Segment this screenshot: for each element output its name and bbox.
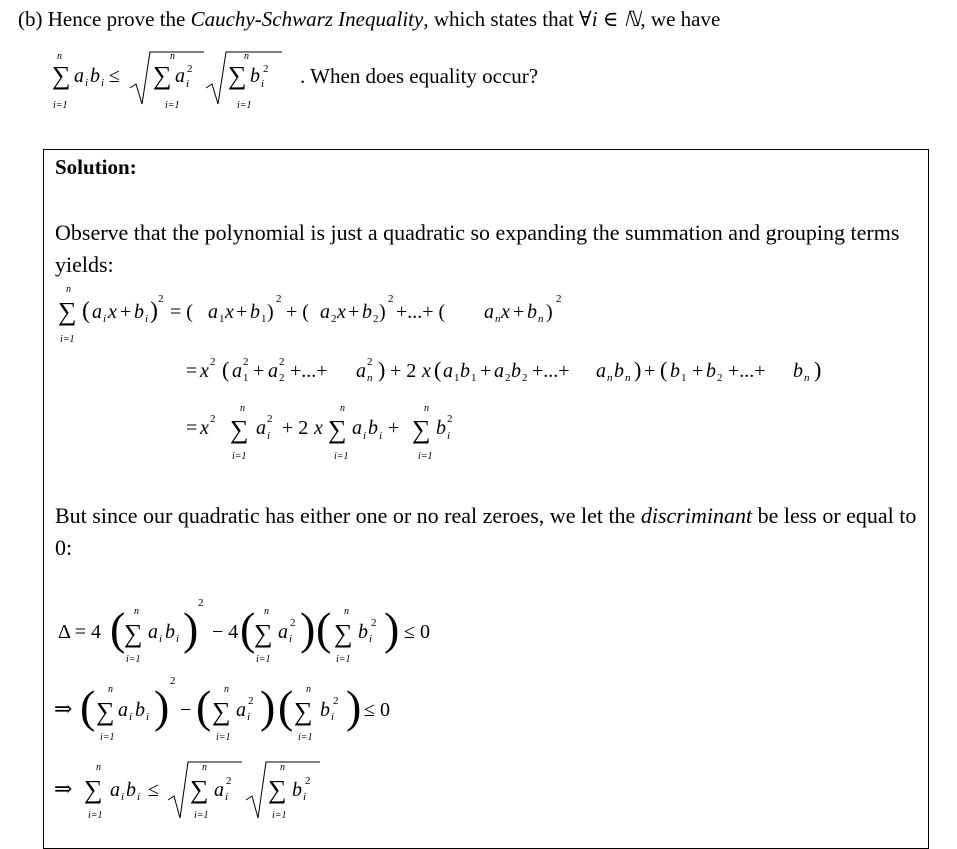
svg-text:i=1: i=1 (216, 732, 231, 743)
svg-text:): ) (378, 357, 386, 382)
svg-text:): ) (260, 681, 276, 732)
svg-text:a: a (175, 65, 185, 87)
svg-text:+: + (388, 417, 400, 439)
svg-text:i: i (146, 711, 150, 723)
svg-text:∑: ∑ (96, 697, 115, 726)
svg-text:i=1: i=1 (100, 732, 115, 743)
svg-text:b: b (320, 699, 330, 721)
svg-text:i: i (331, 711, 335, 723)
svg-text:2: 2 (248, 695, 254, 707)
svg-text:i: i (103, 313, 107, 325)
svg-text:+...+: +...+ (728, 360, 766, 382)
svg-text:+ 2: + 2 (282, 417, 309, 439)
svg-text:2: 2 (263, 63, 269, 75)
svg-text:∑: ∑ (412, 415, 431, 444)
solution-paragraph-1 (55, 217, 923, 281)
svg-text:∑: ∑ (228, 61, 247, 90)
svg-text:2: 2 (226, 775, 232, 787)
svg-text:b: b (165, 621, 175, 643)
question-followup: . When does equality occur? (300, 64, 539, 88)
svg-text:n: n (66, 284, 71, 295)
svg-text:⇒: ⇒ (54, 776, 73, 801)
svg-text:): ) (634, 357, 642, 382)
svg-text:Δ = 4: Δ = 4 (58, 621, 102, 643)
svg-text:+: + (253, 360, 265, 382)
svg-text:): ) (267, 301, 274, 323)
svg-text:n: n (306, 684, 311, 695)
svg-text:b: b (706, 360, 716, 382)
svg-text:∑: ∑ (124, 619, 143, 648)
svg-text:i=1: i=1 (418, 451, 433, 462)
svg-text:i: i (225, 791, 229, 803)
theorem-name: Cauchy-Schwarz Inequality (190, 7, 424, 31)
svg-text:x: x (501, 301, 510, 323)
svg-text:+: + (513, 301, 525, 323)
svg-text:i: i (101, 77, 105, 89)
svg-text:∑: ∑ (84, 775, 103, 804)
svg-text:2: 2 (373, 313, 379, 325)
svg-text:x: x (337, 301, 346, 323)
svg-text:∑: ∑ (58, 297, 77, 326)
svg-text:a: a (596, 360, 606, 382)
svg-text:+: + (480, 360, 492, 382)
svg-text:i: i (447, 430, 451, 442)
para2-discriminant: discriminant (640, 503, 753, 528)
svg-text:2: 2 (371, 617, 377, 629)
svg-text:2: 2 (158, 293, 164, 305)
svg-text:a: a (232, 360, 242, 382)
svg-text:≤ 0: ≤ 0 (364, 699, 390, 721)
svg-text:x: x (422, 360, 431, 382)
svg-text:n: n (340, 403, 345, 414)
svg-text:b: b (614, 360, 624, 382)
svg-text:=: = (186, 360, 198, 382)
svg-text:2: 2 (210, 413, 216, 425)
svg-text:i=1: i=1 (336, 654, 351, 665)
svg-text:n: n (495, 313, 501, 325)
svg-text:(: ( (240, 603, 256, 654)
svg-text:i: i (176, 633, 180, 645)
svg-text:i=1: i=1 (232, 451, 247, 462)
svg-text:): ) (300, 603, 316, 654)
svg-text:≤: ≤ (109, 65, 120, 87)
svg-text:b: b (670, 360, 680, 382)
expansion-equations (50, 282, 910, 462)
para2-after: be less or equal to 0: (55, 503, 917, 560)
svg-text:n: n (134, 606, 139, 617)
svg-text:b: b (90, 65, 100, 87)
svg-text:i: i (145, 313, 149, 325)
svg-text:⇒: ⇒ (54, 696, 73, 721)
svg-text:i: i (261, 78, 265, 90)
svg-text:= (: = ( (170, 301, 193, 323)
svg-text:a: a (236, 699, 246, 721)
svg-text:i: i (363, 430, 367, 442)
svg-text:n: n (424, 403, 429, 414)
svg-text:2: 2 (170, 675, 176, 687)
svg-text:i=1: i=1 (237, 100, 252, 111)
svg-text:i=1: i=1 (298, 732, 313, 743)
svg-text:i=1: i=1 (165, 100, 180, 111)
svg-text:i=1: i=1 (334, 451, 349, 462)
svg-text:i: i (85, 77, 89, 89)
svg-text:(: ( (434, 357, 442, 382)
svg-text:b: b (134, 301, 144, 323)
svg-text:n: n (96, 762, 101, 773)
svg-text:n: n (344, 606, 349, 617)
svg-text:b: b (292, 779, 302, 801)
svg-text:2: 2 (279, 356, 285, 368)
svg-text:x: x (200, 360, 209, 382)
svg-text:+: + (644, 360, 656, 382)
svg-text:a: a (110, 779, 120, 801)
svg-text:a: a (320, 301, 330, 323)
svg-text:i: i (159, 633, 163, 645)
svg-text:i=1: i=1 (194, 810, 209, 821)
svg-text:=: = (186, 417, 198, 439)
svg-text:): ) (183, 603, 199, 654)
svg-text:a: a (494, 360, 504, 382)
question-text-end: , we have (640, 7, 721, 31)
question-line (18, 7, 720, 31)
svg-text:i: i (289, 633, 293, 645)
svg-text:b: b (126, 779, 136, 801)
svg-text:n: n (240, 403, 245, 414)
svg-text:): ) (384, 603, 400, 654)
svg-text:n: n (538, 313, 544, 325)
svg-text:n: n (244, 51, 249, 62)
svg-text:+ 2: + 2 (390, 360, 417, 382)
svg-text:∑: ∑ (334, 619, 353, 648)
svg-text:): ) (150, 298, 158, 324)
para2-before: But since our quadratic has either one or no real zeroes, we let the (55, 503, 636, 528)
svg-text:2: 2 (279, 372, 285, 384)
svg-text:n: n (607, 372, 613, 384)
svg-text:b: b (358, 621, 368, 643)
svg-text:a: a (92, 301, 102, 323)
svg-text:2: 2 (305, 775, 311, 787)
svg-text:2: 2 (187, 63, 193, 75)
svg-text:(: ( (222, 357, 230, 382)
svg-text:(: ( (660, 357, 668, 382)
svg-text:i: i (137, 791, 141, 803)
svg-text:1: 1 (261, 313, 267, 325)
svg-text:+: + (692, 360, 704, 382)
svg-text:2: 2 (556, 293, 562, 305)
svg-text:+ (: + ( (286, 301, 309, 323)
svg-text:): ) (379, 301, 386, 323)
svg-text:b: b (250, 65, 260, 87)
svg-text:a: a (256, 417, 266, 439)
svg-text:2: 2 (267, 413, 273, 425)
svg-text:b: b (362, 301, 372, 323)
svg-text:a: a (148, 621, 158, 643)
svg-text:b: b (436, 417, 446, 439)
svg-text:(: ( (316, 603, 332, 654)
svg-text:+: + (236, 301, 248, 323)
svg-text:i: i (121, 791, 125, 803)
question-text-before: Hence prove the (47, 7, 186, 31)
svg-text:i: i (267, 430, 271, 442)
svg-text:∑: ∑ (268, 775, 287, 804)
svg-text:(: ( (82, 298, 90, 324)
svg-text:− 4: − 4 (212, 621, 239, 643)
svg-text:≤ 0: ≤ 0 (404, 621, 430, 643)
svg-text:i: i (379, 430, 383, 442)
svg-text:2: 2 (331, 313, 337, 325)
svg-text:(: ( (80, 681, 96, 732)
svg-text:b: b (793, 360, 803, 382)
svg-text:∑: ∑ (230, 415, 249, 444)
svg-text:x: x (200, 417, 209, 439)
svg-text:i=1: i=1 (53, 100, 68, 111)
svg-text:b: b (368, 417, 378, 439)
svg-text:i=1: i=1 (60, 334, 75, 345)
svg-text:2: 2 (333, 695, 339, 707)
svg-text:1: 1 (219, 313, 225, 325)
svg-text:n: n (108, 684, 113, 695)
svg-text:n: n (264, 606, 269, 617)
svg-text:i: i (247, 711, 251, 723)
svg-text:b: b (135, 699, 145, 721)
svg-text:n: n (804, 372, 810, 384)
svg-text:a: a (278, 621, 288, 643)
svg-text:∑: ∑ (254, 619, 273, 648)
svg-text:+...+: +...+ (532, 360, 570, 382)
svg-text:(: ( (110, 603, 126, 654)
svg-text:b: b (511, 360, 521, 382)
svg-text:2: 2 (717, 372, 723, 384)
svg-text:b: b (527, 301, 537, 323)
svg-text:2: 2 (210, 356, 216, 368)
svg-text:i=1: i=1 (256, 654, 271, 665)
svg-text:2: 2 (522, 372, 528, 384)
svg-text:∑: ∑ (190, 775, 209, 804)
solution-heading: Solution: (55, 155, 137, 179)
svg-text:): ) (346, 681, 362, 732)
discriminant-derivation (50, 596, 470, 831)
svg-text:x: x (225, 301, 234, 323)
svg-text:2: 2 (243, 356, 249, 368)
svg-text:b: b (460, 360, 470, 382)
svg-text:a: a (208, 301, 218, 323)
svg-text:i=1: i=1 (126, 654, 141, 665)
svg-text:∑: ∑ (153, 61, 172, 90)
svg-text:1: 1 (243, 372, 249, 384)
svg-text:a: a (356, 360, 366, 382)
question-text-after: , which states that (423, 7, 574, 31)
svg-text:b: b (250, 301, 260, 323)
svg-text:2: 2 (367, 356, 373, 368)
svg-text:∑: ∑ (212, 697, 231, 726)
svg-text:∑: ∑ (52, 61, 71, 90)
svg-text:a: a (74, 65, 84, 87)
svg-text:∑: ∑ (294, 697, 313, 726)
svg-text:i=1: i=1 (272, 810, 287, 821)
svg-text:i=1: i=1 (88, 810, 103, 821)
svg-text:a: a (484, 301, 494, 323)
svg-text:i: i (186, 78, 190, 90)
svg-text:n: n (202, 762, 207, 773)
svg-text:i: i (129, 711, 133, 723)
svg-text:x: x (314, 417, 323, 439)
svg-text:2: 2 (447, 413, 453, 425)
svg-text:1: 1 (471, 372, 477, 384)
svg-text:2: 2 (505, 372, 511, 384)
svg-text:n: n (224, 684, 229, 695)
svg-text:i: i (303, 791, 307, 803)
svg-text:): ) (546, 301, 553, 323)
svg-text:2: 2 (290, 617, 296, 629)
svg-text:n: n (57, 51, 62, 62)
quantifier: ∀i ∈ ℕ (579, 7, 641, 31)
solution-paragraph-2 (55, 500, 923, 564)
svg-text:n: n (170, 51, 175, 62)
svg-text:1: 1 (454, 372, 460, 384)
svg-text:a: a (352, 417, 362, 439)
svg-text:2: 2 (198, 597, 204, 609)
svg-text:a: a (443, 360, 453, 382)
svg-text:(: ( (196, 681, 212, 732)
svg-text:n: n (280, 762, 285, 773)
svg-text:+: + (120, 301, 132, 323)
svg-text:∑: ∑ (328, 415, 347, 444)
svg-text:2: 2 (388, 293, 394, 305)
question-label: (b) (18, 7, 43, 31)
svg-text:n: n (625, 372, 631, 384)
svg-text:+: + (348, 301, 360, 323)
svg-text:2: 2 (276, 293, 282, 305)
svg-text:a: a (118, 699, 128, 721)
svg-text:): ) (814, 357, 822, 382)
svg-text:≤: ≤ (148, 779, 159, 801)
svg-text:(: ( (278, 681, 294, 732)
svg-text:i: i (369, 633, 373, 645)
svg-text:a: a (268, 360, 278, 382)
svg-text:n: n (367, 372, 373, 384)
svg-text:+...+ (: +...+ ( (396, 301, 446, 323)
svg-text:): ) (154, 681, 170, 732)
svg-text:+...+: +...+ (290, 360, 328, 382)
svg-text:1: 1 (681, 372, 687, 384)
para1-text: Observe that the polynomial is just a quadratic so expanding the summation and grouping terms yields: (55, 220, 900, 277)
svg-text:a: a (214, 779, 224, 801)
svg-text:x: x (108, 301, 117, 323)
svg-text:−: − (180, 699, 192, 721)
